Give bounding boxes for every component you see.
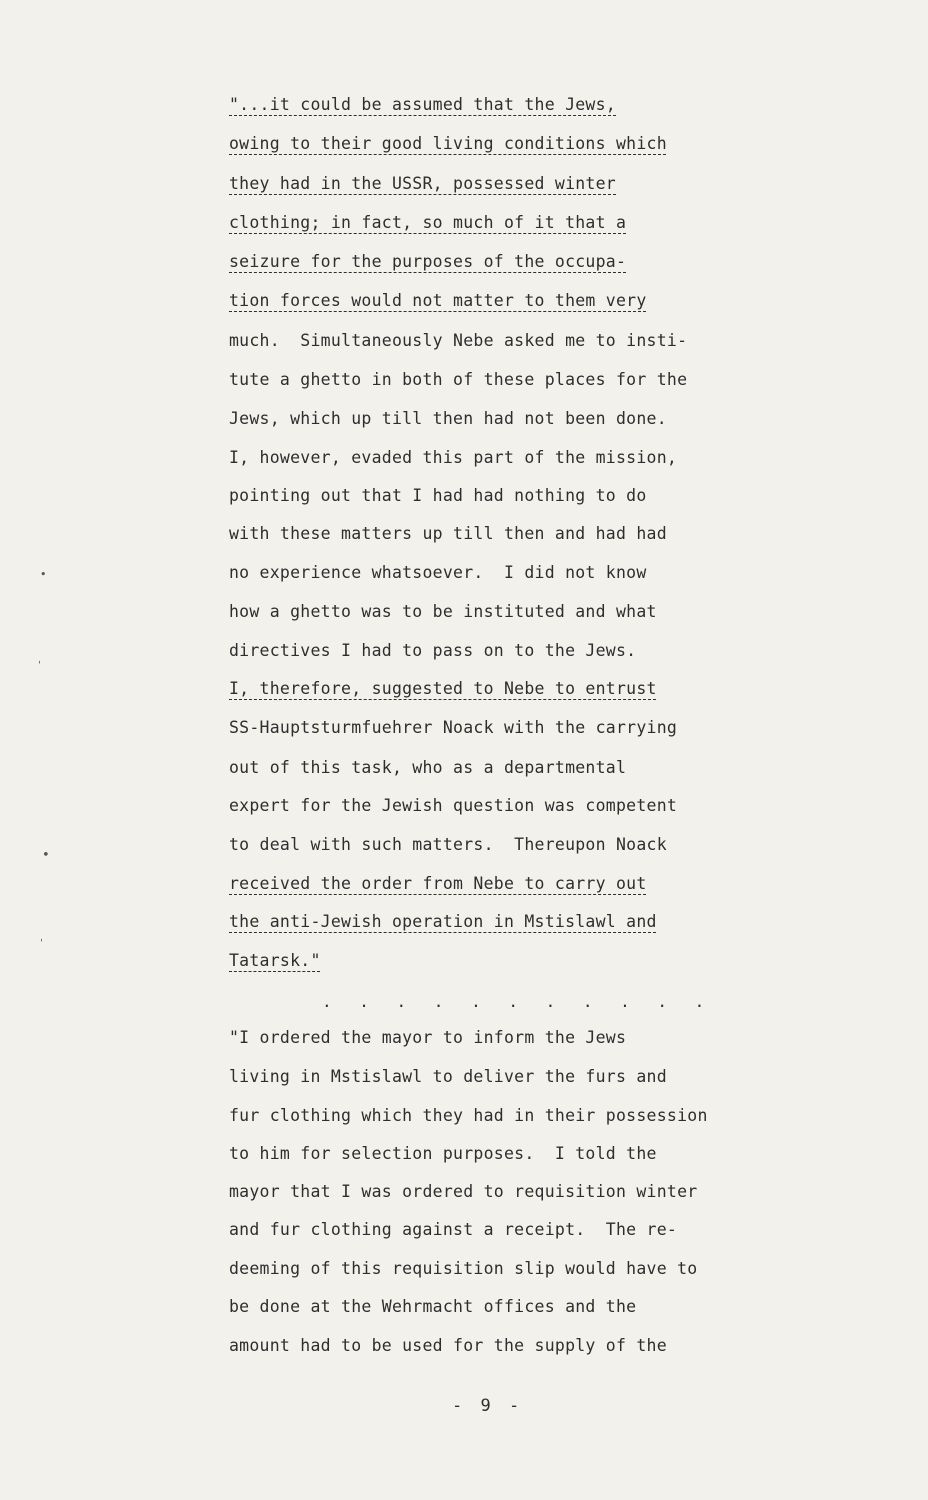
- scan-speck: •: [42, 848, 50, 863]
- text-line: received the order from Nebe to carry out: [229, 874, 647, 893]
- text-line: tion forces would not matter to them very: [229, 291, 647, 310]
- text-line: Tatarsk.": [229, 951, 321, 970]
- text-line: much. Simultaneously Nebe asked me to insti-: [229, 331, 688, 350]
- text-line: fur clothing which they had in their possession: [229, 1106, 708, 1125]
- text-line: no experience whatsoever. I did not know: [229, 563, 647, 582]
- text-line: the anti-Jewish operation in Mstislawl and: [229, 912, 657, 931]
- text-line: tute a ghetto in both of these places for the: [229, 370, 688, 389]
- scan-speck: •: [40, 568, 47, 581]
- scan-speck: ˌ: [40, 930, 44, 943]
- text-line: deeming of this requisition slip would have to: [229, 1259, 698, 1278]
- text-line: mayor that I was ordered to requisition winter: [229, 1182, 698, 1201]
- text-line: with these matters up till then and had had: [229, 524, 667, 543]
- text-line: Jews, which up till then had not been done.: [229, 409, 667, 428]
- text-line: to him for selection purposes. I told the: [229, 1144, 657, 1163]
- text-line: clothing; in fact, so much of it that a: [229, 213, 627, 232]
- text-line: seizure for the purposes of the occupa-: [229, 252, 627, 271]
- text-line: "...it could be assumed that the Jews,: [229, 95, 616, 114]
- text-line: and fur clothing against a receipt. The re-: [229, 1220, 678, 1239]
- text-line: be done at the Wehrmacht offices and the: [229, 1297, 637, 1316]
- text-line: directives I had to pass on to the Jews.: [229, 641, 637, 660]
- text-line: owing to their good living conditions which: [229, 134, 667, 153]
- text-line: to deal with such matters. Thereupon Noack: [229, 835, 667, 854]
- text-line: expert for the Jewish question was competent: [229, 796, 678, 815]
- page-number: - 9 -: [452, 1396, 524, 1416]
- scan-speck: ˌ: [38, 652, 42, 665]
- section-separator: . . . . . . . . . . .: [322, 992, 714, 1011]
- text-line: how a ghetto was to be instituted and what: [229, 602, 657, 621]
- text-line: SS-Hauptsturmfuehrer Noack with the carrying: [229, 718, 678, 737]
- text-line: I, therefore, suggested to Nebe to entrust: [229, 679, 657, 698]
- text-line: I, however, evaded this part of the mission,: [229, 448, 678, 467]
- text-line: they had in the USSR, possessed winter: [229, 174, 616, 193]
- text-line: living in Mstislawl to deliver the furs and: [229, 1067, 667, 1086]
- text-line: amount had to be used for the supply of the: [229, 1336, 667, 1355]
- text-line: "I ordered the mayor to inform the Jews: [229, 1028, 627, 1047]
- text-line: pointing out that I had had nothing to do: [229, 486, 647, 505]
- text-line: out of this task, who as a departmental: [229, 758, 627, 777]
